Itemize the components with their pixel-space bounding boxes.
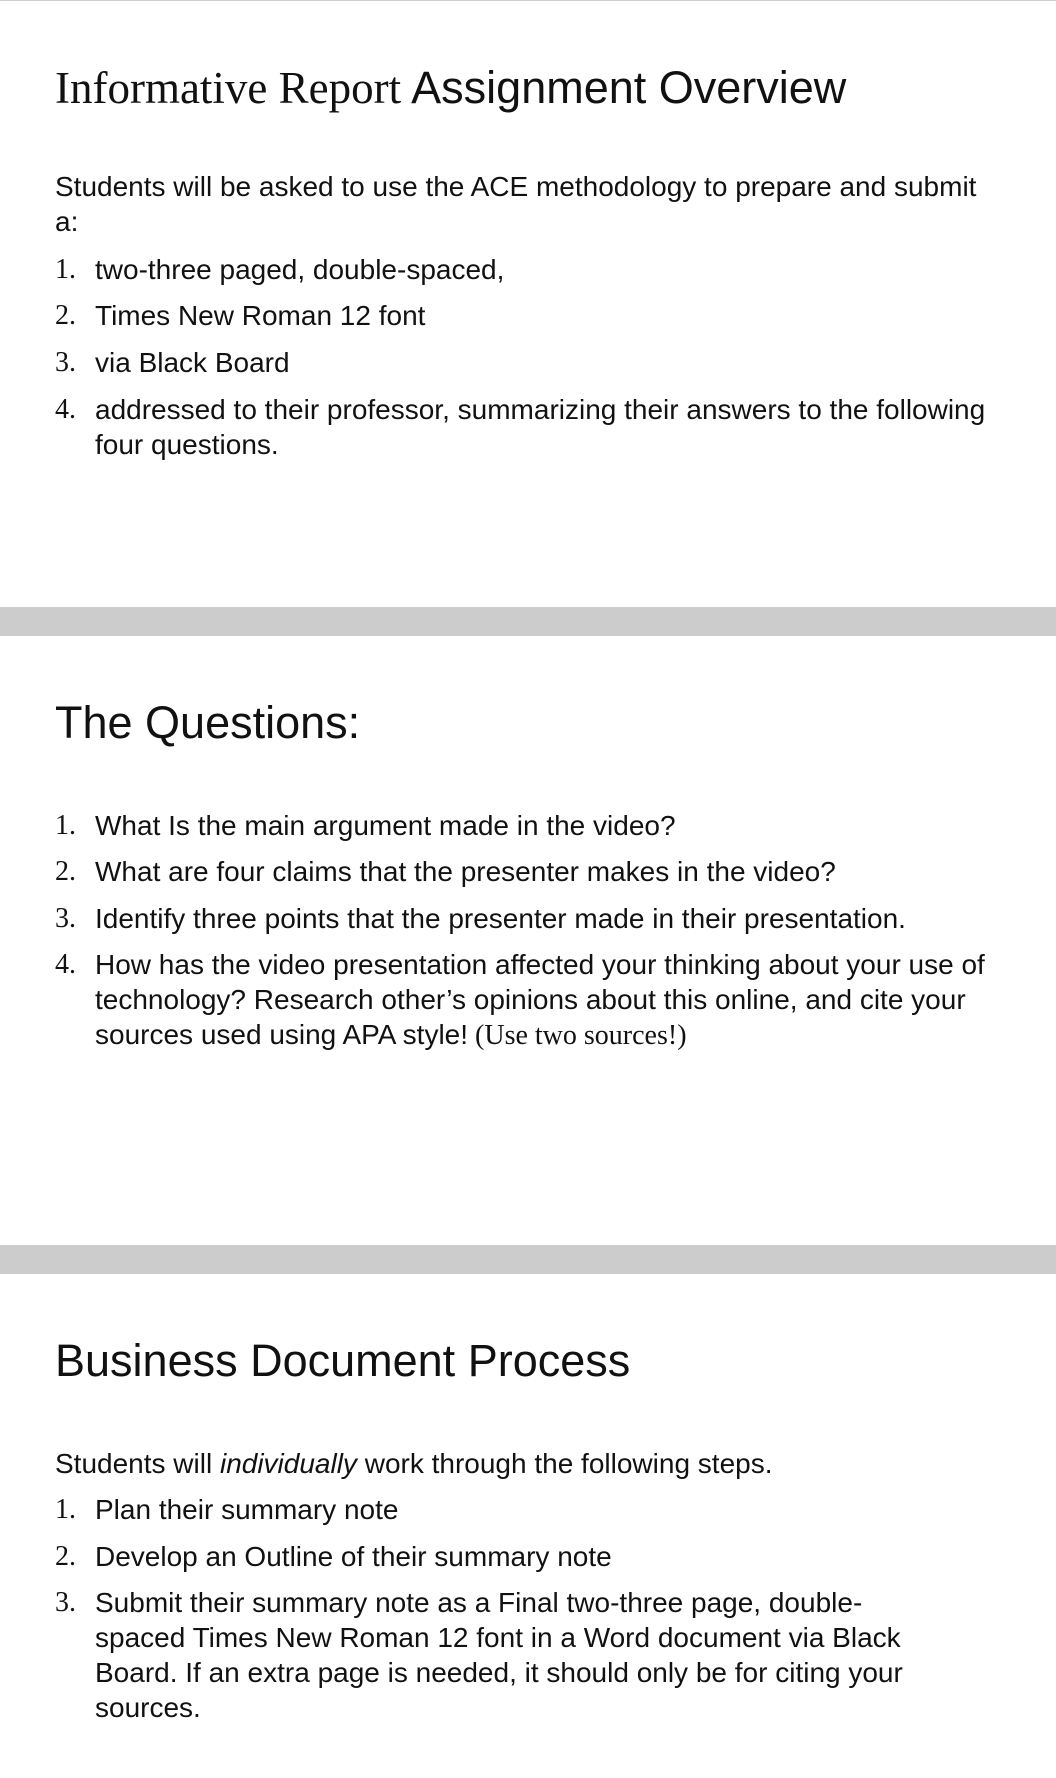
list-text-serif-tail: (Use two sources!) [468,1020,687,1051]
list-item [55,1585,935,1725]
list-number: 3. [55,1587,76,1618]
list-number: 2. [55,1541,76,1572]
list-text-container [95,947,995,1053]
list-text: via Black Board [95,347,290,378]
list-item [55,947,995,1053]
list-number: 4. [55,394,76,425]
list-item [55,1539,995,1574]
slide-divider [0,1245,1056,1274]
list-item [55,901,995,936]
slide-business-process [0,1274,1056,1778]
list-text: Plan their summary note [95,1494,399,1525]
slide-questions [0,636,1056,1245]
intro-text-after: work through the following steps. [356,1448,773,1479]
list-text: two-three paged, double-spaced, [95,254,505,285]
list-text: How has the video presentation affected your thinking about your use of technology? Research other’s opinions about this online, and cite your sources used using APA style! [95,949,985,1050]
intro-text-italic: individually [219,1448,357,1479]
list-text: addressed to their professor, summarizing their answers to the following four questions. [95,394,986,460]
list-text: What Is the main argument made in the video? [95,810,676,841]
list-text: What are four claims that the presenter makes in the video? [95,856,836,887]
intro-text-before: Students will [55,1448,220,1479]
list-text: Develop an Outline of their summary note [95,1541,612,1572]
title-sans-part: Assignment Overview [401,62,847,113]
list-text: Times New Roman 12 font [95,300,426,331]
list-item [55,808,995,843]
list-item [55,252,995,287]
list-item [55,1492,995,1527]
list-item [55,345,995,380]
list-number: 2. [55,856,76,887]
list-number: 1. [55,810,76,841]
intro-paragraph [55,1446,985,1481]
list-number: 3. [55,903,76,934]
list-number: 4. [55,949,76,980]
list-number: 1. [55,1494,76,1525]
slide-assignment-overview [0,1,1056,607]
slide-title [55,63,846,114]
list-text: Identify three points that the presenter made in their presentation. [95,903,906,934]
slide-title: The Questions: [55,697,361,748]
list-item [55,392,995,462]
title-serif-part: Informative Report [55,63,402,113]
list-item [55,854,995,889]
list-item [55,298,995,333]
list-number: 3. [55,347,76,378]
slide-divider [0,607,1056,636]
list-number: 1. [55,254,76,285]
intro-paragraph: Students will be asked to use the ACE methodology to prepare and submit a: [55,171,977,237]
list-number: 2. [55,300,76,331]
slide-title: Business Document Process [55,1335,631,1386]
list-text: Submit their summary note as a Final two-three page, double-spaced Times New Roman 12 font in a Word document via Black Board. If an extra page is needed, it should only be for citing your sources. [95,1587,903,1723]
